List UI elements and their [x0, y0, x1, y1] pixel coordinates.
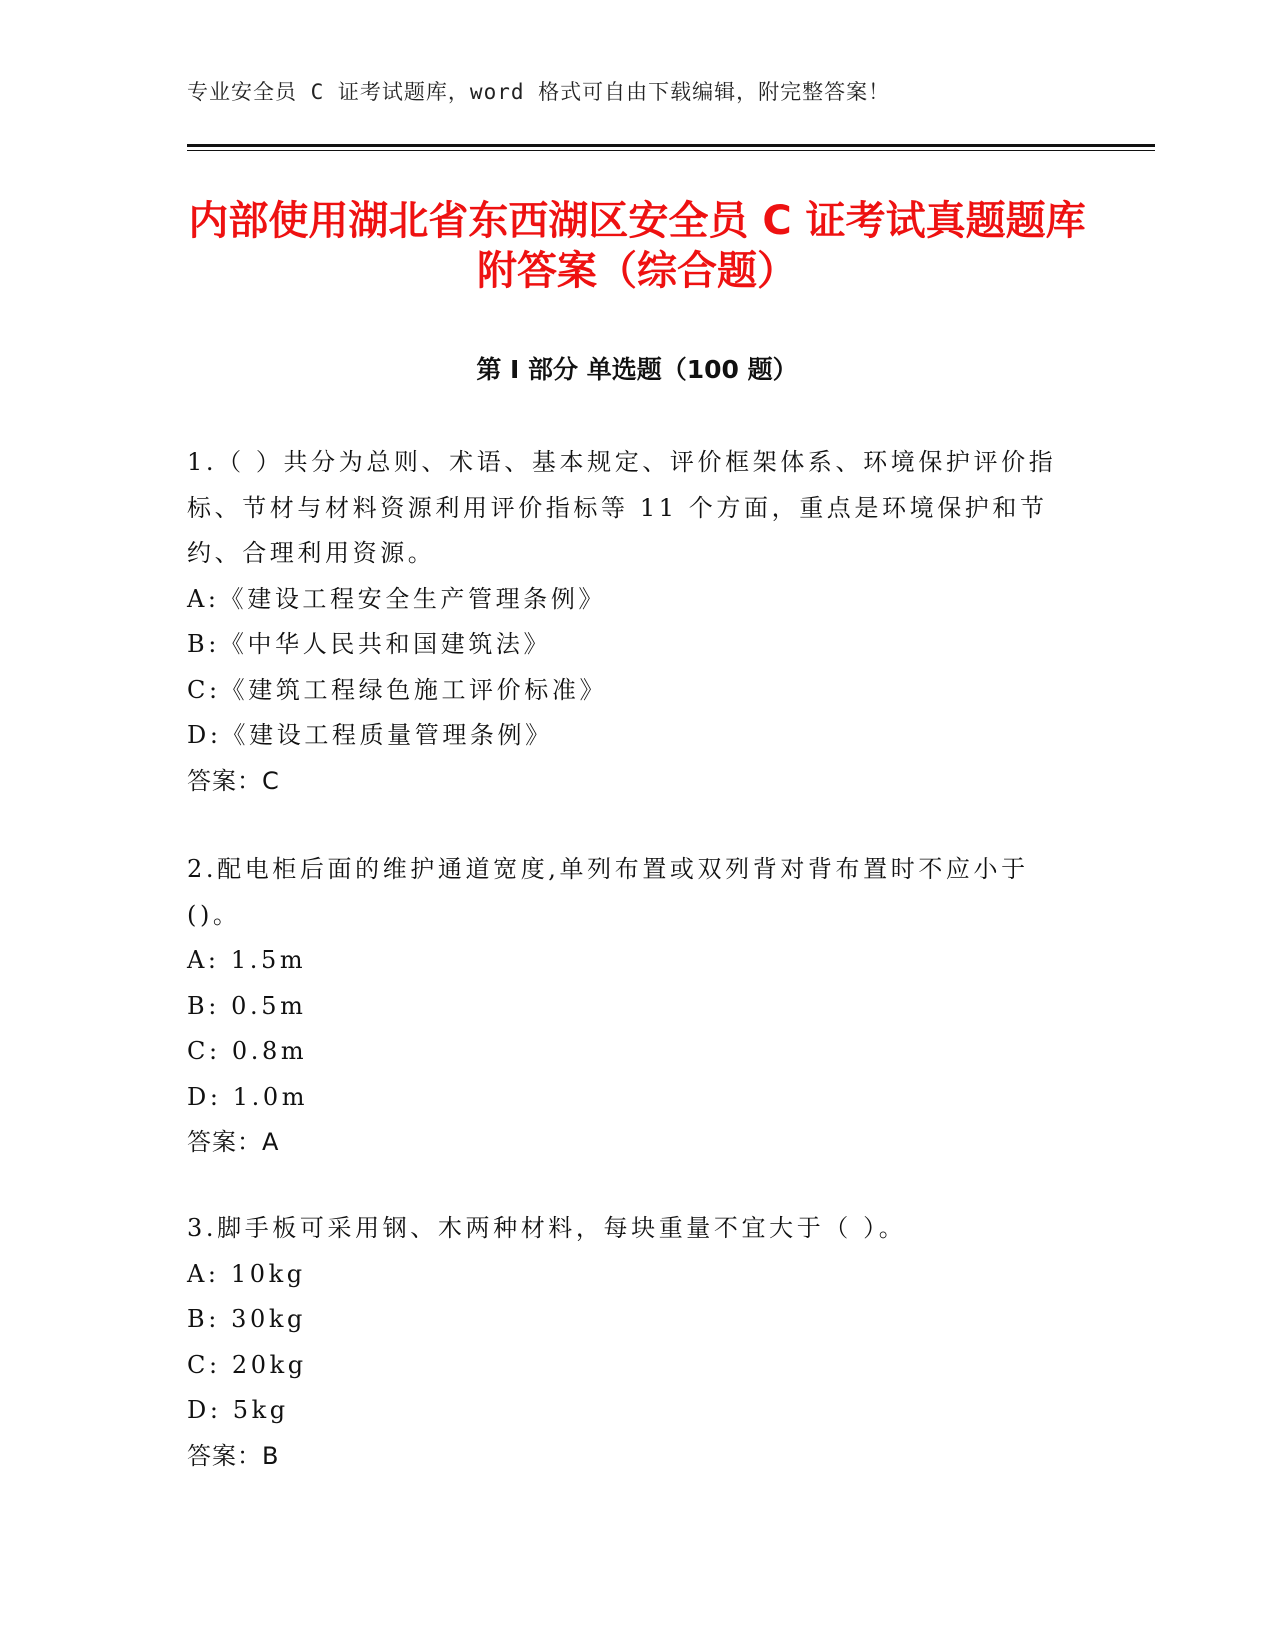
document-title: 内部使用湖北省东西湖区安全员 C 证考试真题题库附答案（综合题） — [188, 198, 1086, 294]
option-c: C: 20kg — [187, 1350, 307, 1379]
answer: 答案：A — [187, 1128, 280, 1156]
answer: 答案：C — [187, 766, 280, 795]
question-stem: 1.（ ）共分为总则、术语、基本规定、评价框架体系、环境保护评价指标、节材与材料资源利用评价指标等 11 个方面，重点是环境保护和节约、合理利用资源。 — [187, 448, 1057, 567]
header-note: 专业安全员 C 证考试题库，word 格式可自由下载编辑，附完整答案！ — [187, 80, 891, 104]
section-heading: 第 I 部分 单选题（100 题） — [476, 355, 798, 384]
option-b: B: 30kg — [187, 1305, 306, 1333]
question-stem: 3.脚手板可采用钢、木两种材料，每块重量不宜大于（ ）。 — [187, 1214, 907, 1242]
option-c: C:《建筑工程绿色施工评价标准》 — [187, 675, 608, 704]
option-d: D: 1.0m — [187, 1082, 309, 1111]
header-divider-thick — [187, 144, 1155, 147]
option-a: A:《建设工程安全生产管理条例》 — [187, 584, 607, 613]
option-a: A: 1.5m — [187, 946, 307, 974]
option-a: A: 10kg — [187, 1259, 306, 1288]
option-b: B:《中华人民共和国建筑法》 — [187, 630, 552, 658]
header-divider-thin — [187, 150, 1155, 151]
option-d: D:《建设工程质量管理条例》 — [187, 721, 553, 749]
option-d: D: 5kg — [187, 1396, 289, 1424]
question-2 — [187, 847, 1077, 1166]
option-c: C: 0.8m — [187, 1037, 308, 1065]
question-stem: 2.配电柜后面的维护通道宽度,单列布置或双列背对背布置时不应小于()。 — [187, 855, 1029, 929]
question-3 — [187, 1206, 1077, 1479]
answer: 答案：B — [187, 1441, 280, 1470]
question-1 — [187, 440, 1077, 804]
option-b: B: 0.5m — [187, 991, 307, 1020]
